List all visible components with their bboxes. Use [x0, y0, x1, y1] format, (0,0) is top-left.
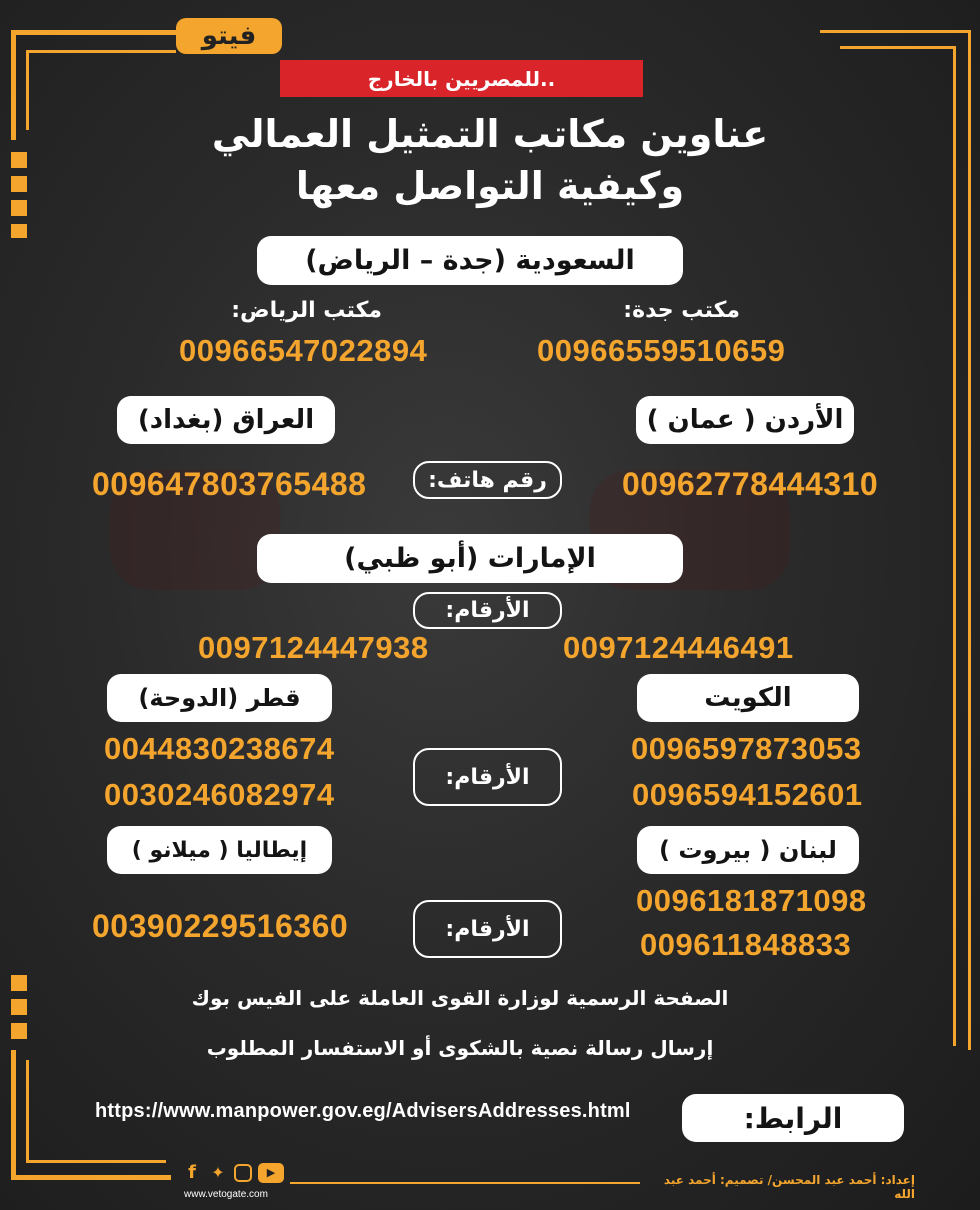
qatar-number-2: 0030246082974 [104, 777, 335, 812]
youtube-icon[interactable]: ▶ [258, 1163, 284, 1183]
jordan-number: 00962778444310 [622, 466, 879, 502]
qatar-heading: قطر (الدوحة) [107, 674, 332, 722]
link-label: الرابط: [682, 1094, 904, 1142]
social-icons [182, 1163, 284, 1183]
facebook-page-text: الصفحة الرسمية لوزارة القوى العاملة على الفيس بوك [191, 986, 729, 1010]
lebanon-number-2: 009611848833 [640, 927, 852, 962]
qatar-number-1: 0044830238674 [104, 731, 335, 766]
italy-number: 00390229516360 [92, 908, 349, 944]
uae-heading: الإمارات (أبو ظبي) [257, 534, 683, 583]
lebanon-number-1: 0096181871098 [636, 883, 867, 918]
kuwait-number-1: 0096597873053 [631, 731, 862, 766]
lebanon-heading: لبنان ( بيروت ) [637, 826, 859, 874]
kuwait-number-2: 0096594152601 [632, 777, 863, 812]
brand-logo-text: فيتو [201, 21, 257, 51]
page-title-line1: عناوين مكاتب التمثيل العمالي [211, 112, 769, 156]
page-title [140, 108, 840, 212]
riyadh-number: 00966547022894 [179, 333, 428, 368]
facebook-icon[interactable]: f [188, 1162, 196, 1183]
brand-logo [176, 18, 282, 54]
uae-numbers-label: الأرقام: [413, 592, 562, 629]
send-message-text: إرسال رسالة نصية بالشكوى أو الاستفسار المطلوب [206, 1036, 714, 1060]
jeddah-label: مكتب جدة: [623, 298, 740, 323]
phone-label: رقم هاتف: [413, 461, 562, 499]
instagram-icon[interactable] [234, 1164, 252, 1182]
lebanon-italy-numbers-label: الأرقام: [413, 900, 562, 958]
saudi-heading: السعودية (جدة – الرياض) [257, 236, 683, 285]
kuwait-heading: الكويت [637, 674, 859, 722]
manpower-url-link[interactable]: https://www.manpower.gov.eg/AdvisersAddresses.html [95, 1100, 631, 1122]
uae-number-1: 0097124446491 [563, 630, 794, 665]
credits-text: إعداد: أحمد عبد المحسن/ تصميم: أحمد عبد الله [663, 1173, 915, 1201]
page-title-line2: وكيفية التواصل معها [295, 164, 685, 208]
riyadh-label: مكتب الرياض: [231, 298, 382, 323]
italy-heading: إيطاليا ( ميلانو ) [107, 826, 332, 874]
iraq-heading: العراق (بغداد) [117, 396, 335, 444]
uae-number-2: 0097124447938 [198, 630, 429, 665]
iraq-number: 009647803765488 [92, 466, 367, 502]
header-tag: للمصريين بالخارج.. [280, 60, 643, 97]
website-text: www.vetogate.com [184, 1189, 268, 1200]
twitter-icon[interactable]: ✦ [211, 1163, 225, 1182]
jordan-heading: الأردن ( عمان ) [636, 396, 854, 444]
kuwait-qatar-numbers-label: الأرقام: [413, 748, 562, 806]
jeddah-number: 00966559510659 [537, 333, 786, 368]
credits-divider [290, 1182, 640, 1184]
